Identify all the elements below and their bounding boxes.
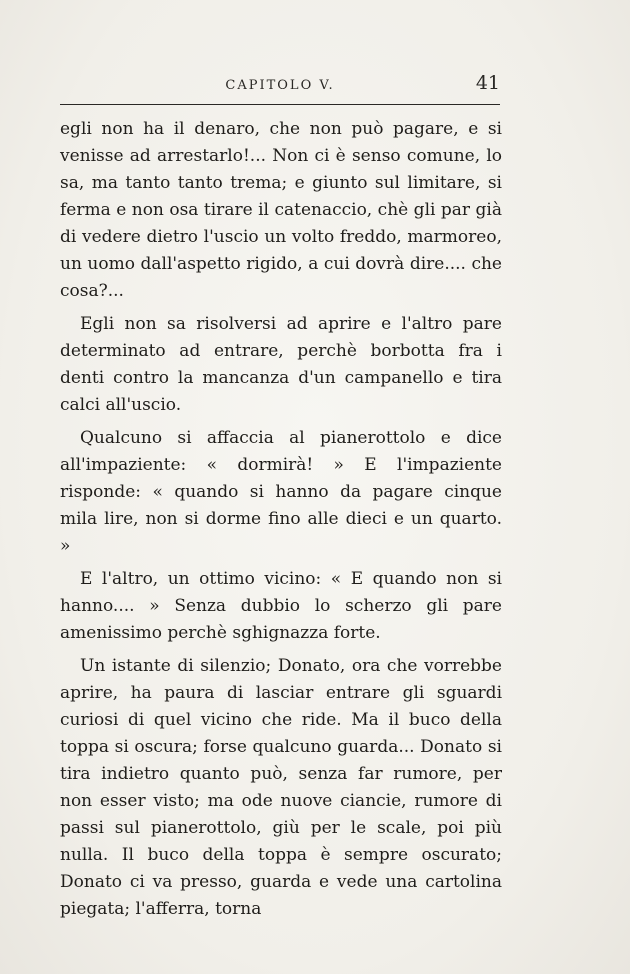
paragraph: Egli non sa risolversi ad aprire e l'altro pare determinato ad entrare, perchè borbotta fra i denti contro la mancanza d'un campanello e tira calci all'uscio. (60, 314, 502, 415)
paragraph-continued: egli non ha il denaro, che non può pagare, e si venisse ad arrestarlo!... Non ci è senso comune, lo sa, ma tanto tanto trema; e giunto sul limitare, si ferma e non osa tirare il catenaccio, chè gli par già di vedere dietro l'uscio un volto freddo, marmoreo, un uomo dall'aspetto rigido, a cui dovrà dire.... che cosa?... (60, 119, 502, 301)
page-number: 41 (475, 72, 500, 94)
running-head (60, 72, 500, 98)
chapter-title: CAPITOLO V. (225, 78, 335, 93)
header-rule (60, 104, 500, 105)
paragraph: Un istante di silenzio; Donato, ora che vorrebbe aprire, ha paura di lasciar entrare gli sguardi curiosi di quel vicino che ride. Ma il buco della toppa si oscura; forse qualcuno guarda... Donato si tira indietro quanto può, senza far rumore, per non esser visto; ma ode nuove ciancie, rumore di passi sul pianerottolo, giù per le scale, poi più nulla. Il buco della toppa è sempre oscurato; Donato ci va presso, guarda e vede una cartolina piegata; l'afferra, torna (60, 656, 502, 919)
paragraph: Qualcuno si affaccia al pianerottolo e dice all'impaziente: « dormirà! » E l'impaziente risponde: « quando si hanno da pagare cinque mila lire, non si dorme fino alle dieci e un quarto. » (60, 428, 502, 556)
paragraph: E l'altro, un ottimo vicino: « E quando non si hanno.... » Senza dubbio lo scherzo gli pare amenissimo perchè sghignazza forte. (60, 569, 502, 643)
body-text (60, 116, 502, 929)
